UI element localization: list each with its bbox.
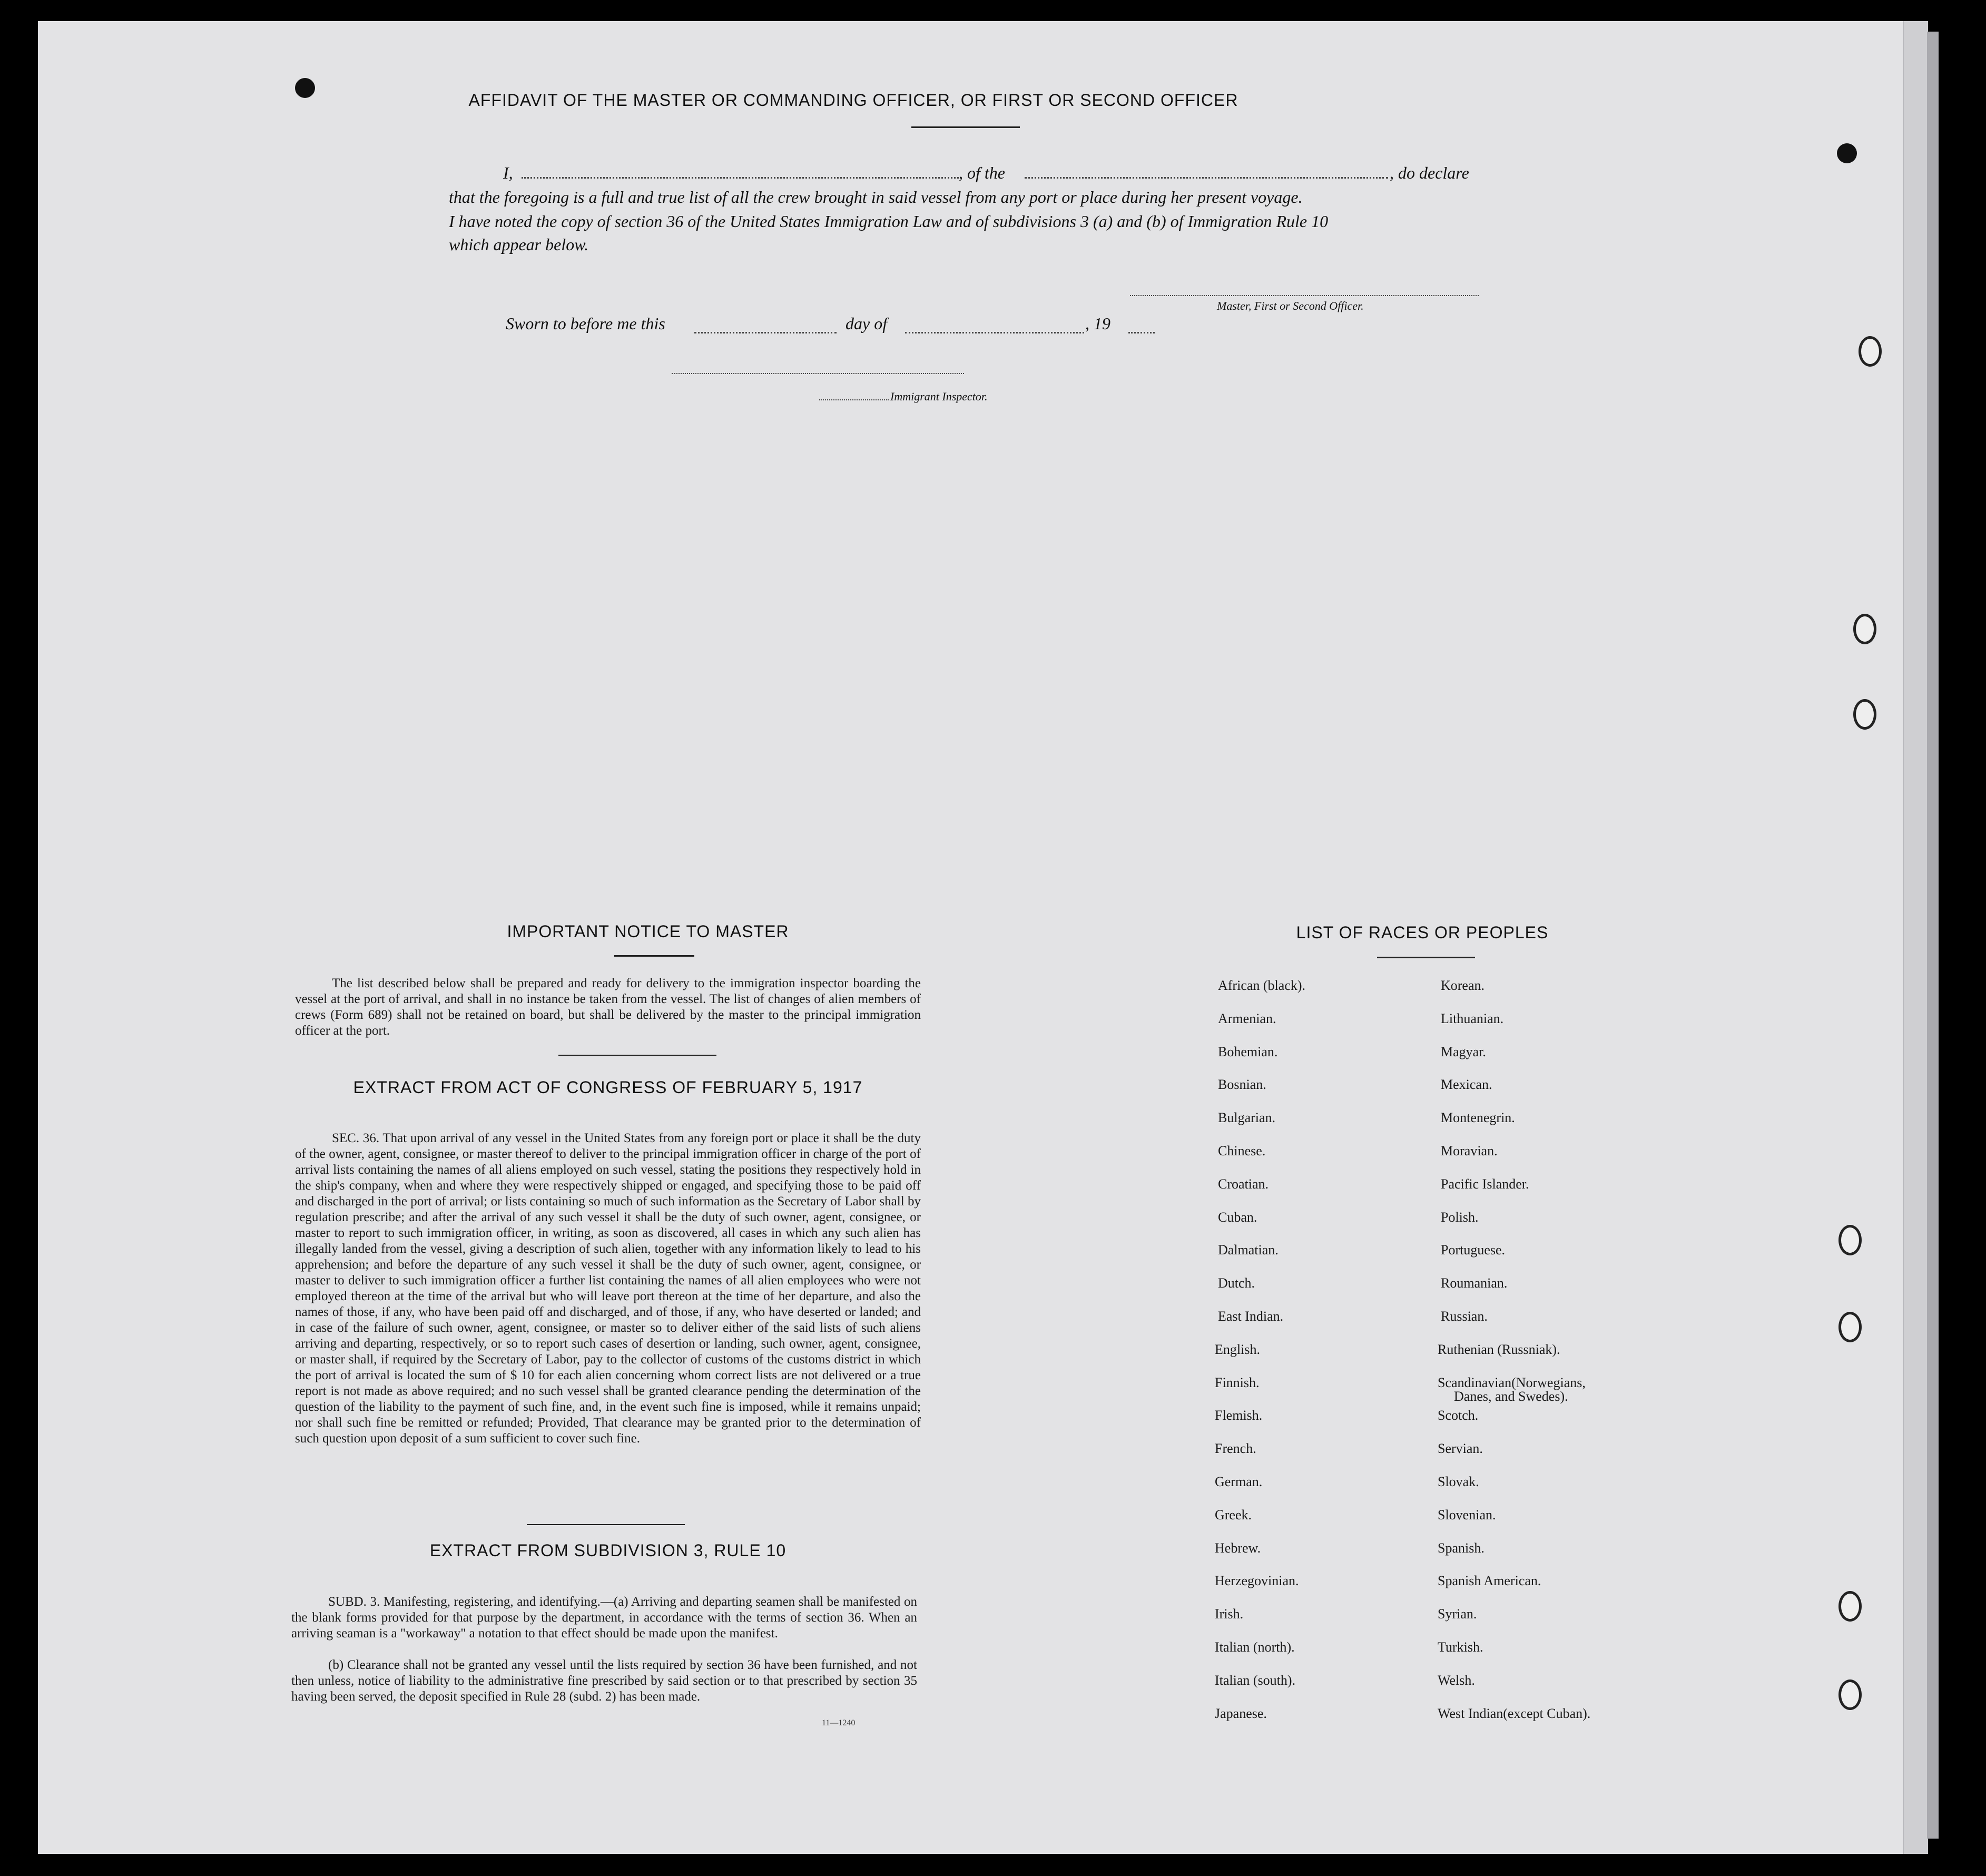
affidavit-line-3: I have noted the copy of section 36 of the United States Immigration Law and of subdivisions 3 (a) and (b) of Immigration Rule 10 bbox=[449, 212, 1329, 231]
binder-ring bbox=[1838, 1225, 1862, 1255]
races-rule bbox=[1377, 957, 1475, 958]
race-item: Bulgarian. bbox=[1218, 1110, 1276, 1126]
race-item: Herzegovinian. bbox=[1215, 1573, 1299, 1589]
races-title: LIST OF RACES OR PEOPLES bbox=[1296, 923, 1549, 942]
sworn-label: Sworn to before me this bbox=[506, 314, 665, 333]
race-item: Spanish. bbox=[1438, 1540, 1484, 1556]
race-item-continuation: Danes, and Swedes). bbox=[1454, 1388, 1568, 1404]
race-item: German. bbox=[1215, 1474, 1263, 1489]
notice-title: IMPORTANT NOTICE TO MASTER bbox=[507, 922, 789, 941]
page-edge bbox=[1903, 21, 1928, 1854]
do-declare-label: , do declare bbox=[1390, 163, 1469, 182]
race-item: Korean. bbox=[1441, 978, 1485, 993]
extract-act-text: SEC. 36. That upon arrival of any vessel in the United States from any foreign port or place it shall be the duty of the owner, agent, consignee, or master thereof to deliver to the principal immigration officer in charge of the port of arrival lists containing the names of all aliens employed on such vessel, stating the positions they respectively hold in the ship's company, when and where they were respectively shipped or engaged, and specifying those to be paid off and discharged in the port of arrival; or lists containing so much of such information as the Secretary of Labor shall by regulation prescribe; and after the arrival of any such vessel it shall be the duty of such owner, agent, consignee, or master to report to such immigration officer, in writing, as soon as discovered, all cases in which any such alien has illegally landed from the vessel, giving a description of such alien, together with any information likely to lead to his apprehension; and before the departure of any such vessel it shall be the duty of such owner, agent, consignee, or master to deliver to such immigration officer a further list containing the names of all alien employees who were not employed thereon at the time of the arrival but who will leave port thereon at the time of her departure, and also the names of those, if any, who have been paid off and discharged, and of those, if any, who have deserted or landed; and in case of the failure of such owner, agent, consignee, or master so to deliver either of the said lists of such aliens arriving and departing, respectively, or so to report such cases of desertion or landing, such owner, agent, consignee, or master shall, if required by the Secretary of Labor, pay to the collector of customs of the customs district in which the port of arrival is located the sum of $ 10 for each alien concerning whom correct lists are not delivered or a true report is not made as above required; and no such vessel shall be granted clearance pending the determination of the question of the liability to the payment of such fine, and, in the event such fine is imposed, while it remains unpaid; nor shall such fine be remitted or refunded; Provided, That clearance may be granted prior to the determination of such question upon deposit of a sum sufficient to cover such fine. bbox=[295, 1131, 921, 1446]
binder-ring bbox=[1859, 336, 1882, 367]
notice-rule bbox=[614, 955, 694, 957]
vessel-blank[interactable] bbox=[1025, 177, 1388, 179]
affidavit-line-4: which appear below. bbox=[449, 235, 589, 254]
race-item: Servian. bbox=[1438, 1441, 1483, 1457]
name-blank[interactable] bbox=[522, 177, 959, 179]
binder-ring bbox=[1838, 1679, 1862, 1710]
race-item: Croatian. bbox=[1218, 1176, 1269, 1192]
race-item: Finnish. bbox=[1215, 1374, 1260, 1390]
race-item: Irish. bbox=[1215, 1606, 1244, 1622]
extract-rule-text-b: (b) Clearance shall not be granted any vessel until the lists required by section 36 have been furnished, and not then unless, notice of liability to the administrative fine prescribed by said section or to that prescribed by section 35 having been served, the deposit specified in Rule 28 (subd. 2) has been made. bbox=[291, 1658, 917, 1704]
binder-ring bbox=[1838, 1591, 1862, 1622]
race-item: Armenian. bbox=[1218, 1010, 1276, 1026]
form-number: 11—1240 bbox=[822, 1718, 856, 1727]
race-item: Dalmatian. bbox=[1218, 1242, 1279, 1258]
section-rule bbox=[558, 1055, 716, 1056]
race-item: Bohemian. bbox=[1218, 1044, 1278, 1059]
race-item: Ruthenian (Russniak). bbox=[1438, 1341, 1560, 1357]
race-item: Scandinavian(Norwegians, bbox=[1438, 1374, 1586, 1390]
punch-hole bbox=[1837, 143, 1857, 163]
race-item: African (black). bbox=[1218, 978, 1306, 993]
binder-ring bbox=[1838, 1312, 1862, 1342]
race-item: Magyar. bbox=[1441, 1044, 1486, 1059]
inspector-leader bbox=[819, 399, 889, 400]
affidavit-title: AFFIDAVIT OF THE MASTER OR COMMANDING OFFICER, OR FIRST OR SECOND OFFICER bbox=[468, 91, 1238, 110]
sworn-month-blank[interactable] bbox=[905, 332, 1084, 333]
inspector-signature-blank[interactable] bbox=[672, 373, 964, 374]
race-item: Greek. bbox=[1215, 1507, 1252, 1523]
race-item: Welsh. bbox=[1438, 1672, 1475, 1688]
race-item: Japanese. bbox=[1215, 1705, 1267, 1721]
race-item: Pacific Islander. bbox=[1441, 1176, 1529, 1192]
section-rule-2 bbox=[527, 1524, 685, 1525]
race-item: Russian. bbox=[1441, 1309, 1488, 1324]
race-item: Syrian. bbox=[1438, 1606, 1477, 1622]
race-item: Hebrew. bbox=[1215, 1540, 1261, 1556]
race-item: Spanish American. bbox=[1438, 1573, 1541, 1589]
race-item: Turkish. bbox=[1438, 1639, 1483, 1655]
title-rule bbox=[911, 126, 1020, 128]
year-label: , 19 bbox=[1085, 314, 1110, 333]
race-item: Flemish. bbox=[1215, 1408, 1263, 1423]
of-the-label: , of the bbox=[959, 163, 1005, 182]
page-edge-back bbox=[1927, 32, 1939, 1839]
race-item: Montenegrin. bbox=[1441, 1110, 1515, 1126]
race-item: Chinese. bbox=[1218, 1143, 1266, 1158]
race-item: English. bbox=[1215, 1341, 1260, 1357]
race-item: Italian (north). bbox=[1215, 1639, 1295, 1655]
race-item: Bosnian. bbox=[1218, 1077, 1266, 1093]
punch-hole bbox=[295, 78, 315, 98]
race-item: Mexican. bbox=[1441, 1077, 1492, 1093]
race-item: Moravian. bbox=[1441, 1143, 1498, 1158]
extract-rule-text-a: SUBD. 3. Manifesting, registering, and identifying.—(a) Arriving and departing seamen shall be manifested on the blank forms provided for that purpose by the department, in accordance with the terms of section 36. When an arriving seaman is a "workaway" a notation to that effect should be made upon the manifest. bbox=[291, 1595, 917, 1641]
affidavit-i-label: I, bbox=[503, 163, 513, 182]
race-item: Cuban. bbox=[1218, 1209, 1257, 1225]
race-item: French. bbox=[1215, 1441, 1256, 1457]
signature-blank[interactable] bbox=[1130, 295, 1479, 296]
extract-rule-title: EXTRACT FROM SUBDIVISION 3, RULE 10 bbox=[429, 1541, 786, 1560]
race-item: West Indian(except Cuban). bbox=[1438, 1705, 1591, 1721]
signature-caption: Master, First or Second Officer. bbox=[1217, 299, 1364, 312]
affidavit-line-2: that the foregoing is a full and true list of all the crew brought in said vessel from any port or place during her present voyage. bbox=[449, 188, 1303, 207]
race-item: Scotch. bbox=[1438, 1408, 1479, 1423]
binder-ring bbox=[1853, 699, 1876, 730]
sworn-year-blank[interactable] bbox=[1128, 332, 1155, 333]
race-item: Dutch. bbox=[1218, 1275, 1255, 1291]
notice-text: The list described below shall be prepared and ready for delivery to the immigration inspector boarding the vessel at the port of arrival, and shall in no instance be taken from the vessel. The list of changes of alien members of crews (Form 689) shall not be retained on board, but shall be delivered by the master to the principal immigration officer at the port. bbox=[295, 976, 921, 1038]
binder-ring bbox=[1853, 614, 1876, 644]
race-item: Roumanian. bbox=[1441, 1275, 1508, 1291]
day-of-label: day of bbox=[845, 314, 888, 333]
race-item: Slovenian. bbox=[1438, 1507, 1496, 1523]
extract-act-title: EXTRACT FROM ACT OF CONGRESS OF FEBRUARY 5, 1917 bbox=[353, 1078, 863, 1097]
sworn-day-blank[interactable] bbox=[694, 332, 837, 333]
race-item: Lithuanian. bbox=[1441, 1010, 1504, 1026]
inspector-caption: Immigrant Inspector. bbox=[890, 390, 988, 403]
race-item: East Indian. bbox=[1218, 1309, 1284, 1324]
race-item: Portuguese. bbox=[1441, 1242, 1506, 1258]
race-item: Slovak. bbox=[1438, 1474, 1479, 1489]
race-item: Italian (south). bbox=[1215, 1672, 1296, 1688]
race-item: Polish. bbox=[1441, 1209, 1479, 1225]
